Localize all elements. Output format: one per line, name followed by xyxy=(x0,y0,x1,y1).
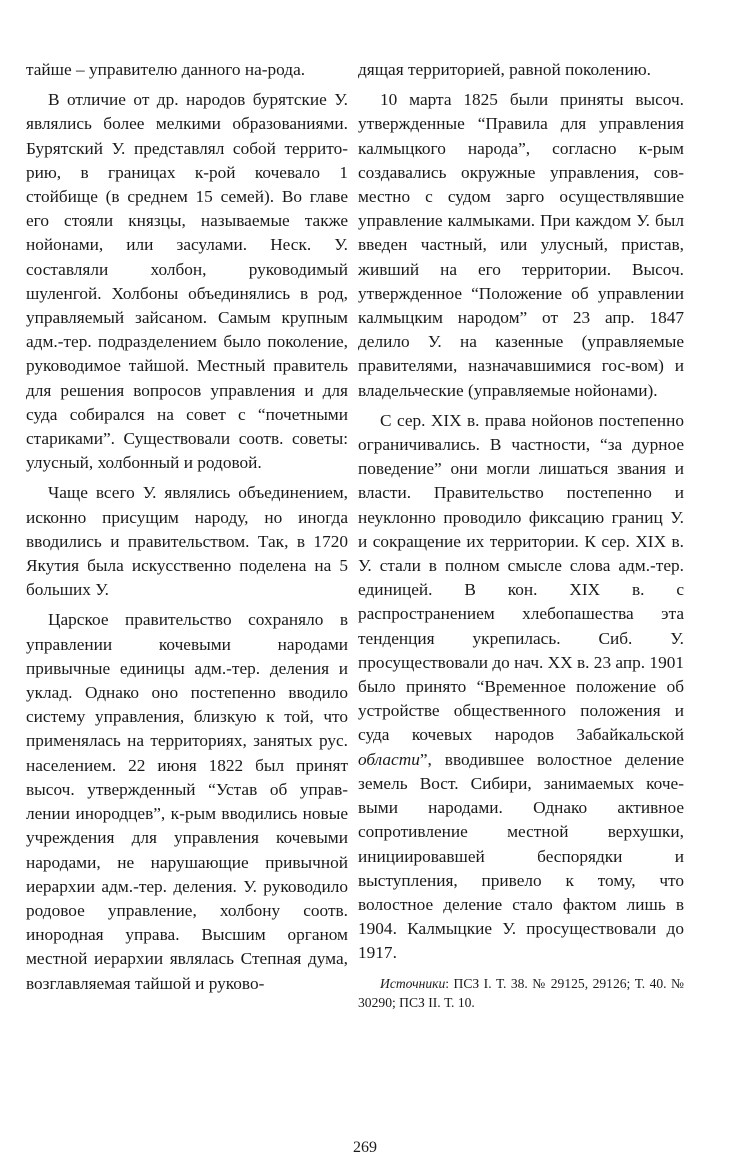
paragraph-buryat-uluses: В отличие от др. народов бурятские У. являлись более мелкими образованиями. Бурятский У. представлял собой территорию, в границах к-рой кочевало 1 стойбище (в среднем 15 семей). Во главе его стояли князцы, называемые также нойонами, или засулами. Неск. У. составляли холбон, руководимый шуленгой. Холбоны объединялись в род, управляемый зайсаном. Самым крупным адм.-тер. подразделением было поколение, руководимое тайшой. Местный правитель для решения вопросов управления и для суда собирался на совет с “почетными стариками”. Существовали соотв. советы: улусный, холбонный и родовой. xyxy=(26,90,348,473)
page-number: 269 xyxy=(353,1139,377,1156)
paragraph-noyon-rights-text-b: ”, вводившее волостное деление земель Вост. Сибири, занимаемых кочевыми народами. Однако активное сопротивление местной верхушки, инициировавшей беспорядки и выступления, привело к тому, что волостное деление стало фактом лишь в 1904. Калмыцкие У. просуществовали до 1917. xyxy=(358,749,684,963)
left-column xyxy=(26,58,348,1002)
right-column xyxy=(358,58,684,1018)
italic-term-oblast: области xyxy=(358,749,420,769)
paragraph-tsarist-government: Царское правительство сохраняло в управлении кочевыми народами привычные единицы адм.-тер. деления и уклад. Однако оно постепенно вводило систему управления, близкую к той, что применялась на территориях, занятых рус. населением. 22 июня 1822 был принят высоч. утвержденный “Устав об управлении инородцев”, к-рым вводились новые учреждения для управления кочевыми народами, не нарушающие привычной иерархии адм.-тер. деления. У. руководило родовое управление, холбону соотв. инородная управа. Высшим органом местной иерархии являлась Степная дума, возглавляемая тайшой и руково- xyxy=(26,610,348,993)
sources-label: Источники xyxy=(380,975,446,991)
paragraph-continuation: тайше – управителю данного на-рода. xyxy=(26,60,306,79)
paragraph-union-of-peoples: Чаще всего У. являлись объединением, исконно присущим народу, но иногда вводились и правительством. Так, в 1720 Якутия была искусственно поделена на 5 больших У. xyxy=(26,483,348,600)
paragraph-kalmyk-rules: 10 марта 1825 были приняты высоч. утвержденные “Правила для управления калмыцкого народа”, согласно к-рым создавались окружные управления, совместно с судом зарго осуществлявшие управление калмыками. При каждом У. был введен частный, или улусный, пристав, живший на его территории. Высоч. утвержденное “Положение об управлении калмыцким народом” от 23 апр. 1847 делило У. на казенные (управляемые правителями, назначавшимися гос-вом) и владельческие (управляемые нойонами). xyxy=(358,90,684,400)
paragraph-noyon-rights-text-a: С сер. XIX в. права нойонов постепенно ограничивались. В частности, “за дурное поведение” они могли лишаться звания и власти. Правительство постепенно и неуклонно проводило фиксацию границ У. и сокращение их территории. К сер. XIX в. У. стали в полном смысле слова адм.-тер. единицей. В кон. XIX в. с распространением хлебопашества эта тенденция укрепилась. Сиб. У. просуществовали до нач. XX в. 23 апр. 1901 было принято “Временное положение об устройстве общественного положения и суда кочевых народов Забайкальской xyxy=(358,410,684,745)
sources-note xyxy=(358,974,684,1012)
paragraph-noyon-rights xyxy=(358,409,684,966)
sources-text: : ПСЗ I. Т. 38. № 29125, 29126; Т. 40. № 30290; ПСЗ II. Т. 10. xyxy=(358,975,684,1010)
paragraph-continuation-right: дящая территорией, равной поколению. xyxy=(358,60,651,79)
